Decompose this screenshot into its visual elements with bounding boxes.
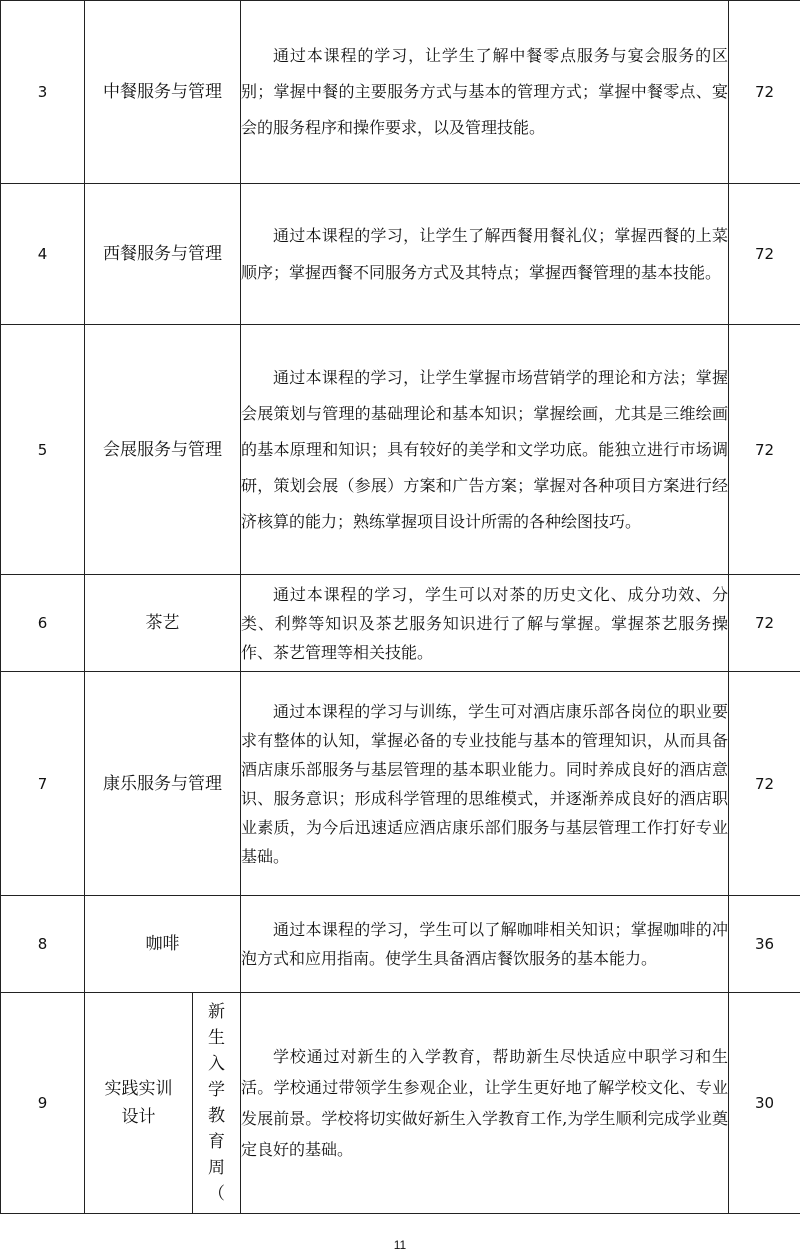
description-text: 通过本课程的学习，学生可以对茶的历史文化、成分功效、分类、利弊等知识及茶艺服务知识进行了解与掌握。掌握茶艺服务操作、茶艺管理等相关技能。 — [241, 584, 728, 662]
table-row — [1, 896, 800, 993]
row-number: 8 — [1, 896, 85, 993]
description-text: 通过本课程的学习，学生可以了解咖啡相关知识；掌握咖啡的冲泡方式和应用指南。使学生具备酒店餐饮服务的基本能力。 — [241, 920, 728, 968]
course-hours: 72 — [729, 184, 800, 325]
row-number: 4 — [1, 184, 85, 325]
course-name: 中餐服务与管理 — [85, 1, 241, 184]
table-row — [1, 672, 800, 896]
description-text: 学校通过对新生的入学教育，帮助新生尽快适应中职学习和生活。学校通过带领学生参观企业，让学生更好地了解学校文化、专业发展前景。学校将切实做好新生入学教育工作,为学生顺利完成学业奠定良好的基础。 — [241, 1047, 728, 1159]
description-text: 通过本课程的学习，让学生掌握市场营销学的理论和方法；掌握会展策划与管理的基础理论和基本知识；掌握绘画，尤其是三维绘画的基本原理和知识；具有较好的美学和文学功底。能独立进行市场调研，策划会展（参展）方案和广告方案；掌握对各种项目方案进行经济核算的能力；熟练掌握项目设计所需的各种绘图技巧。 — [241, 367, 728, 531]
sub-course-char: 育 — [208, 1132, 225, 1152]
sub-course-char: 学 — [208, 1080, 225, 1100]
row-number: 3 — [1, 1, 85, 184]
description-text: 通过本课程的学习，让学生了解西餐用餐礼仪；掌握西餐的上菜顺序；掌握西餐不同服务方式及其特点；掌握西餐管理的基本技能。 — [241, 226, 728, 282]
sub-course-char: 周 — [208, 1158, 225, 1178]
table-row — [1, 1, 800, 184]
course-hours: 72 — [729, 325, 800, 575]
category-line: 设计 — [121, 1107, 156, 1127]
course-hours: 30 — [729, 993, 800, 1214]
description-text: 通过本课程的学习，让学生了解中餐零点服务与宴会服务的区别；掌握中餐的主要服务方式与基本的管理方式；掌握中餐零点、宴会的服务程序和操作要求，以及管理技能。 — [241, 46, 728, 137]
table-row — [1, 325, 800, 575]
row-number: 7 — [1, 672, 85, 896]
course-name: 茶艺 — [85, 575, 241, 672]
row-number: 6 — [1, 575, 85, 672]
course-name: 会展服务与管理 — [85, 325, 241, 575]
row-number: 5 — [1, 325, 85, 575]
course-description — [241, 993, 729, 1214]
sub-course-char: 新 — [208, 1002, 225, 1022]
course-hours: 36 — [729, 896, 800, 993]
sub-course-char: 教 — [208, 1106, 225, 1126]
description-text: 通过本课程的学习与训练，学生可对酒店康乐部各岗位的职业要求有整体的认知，掌握必备的专业技能与基本的管理知识，从而具备酒店康乐部服务与基层管理的基本职业能力。同时养成良好的酒店意识、服务意识；形成科学管理的思维模式，并逐渐养成良好的酒店职业素质，为今后迅速适应酒店康乐部们服务与基层管理工作打好专业基础。 — [241, 701, 728, 866]
page-number: 11 — [393, 1238, 407, 1252]
row-number: 9 — [1, 993, 85, 1214]
course-category — [85, 993, 193, 1214]
course-hours: 72 — [729, 672, 800, 896]
course-hours: 72 — [729, 1, 800, 184]
course-name: 康乐服务与管理 — [85, 672, 241, 896]
table-row — [1, 575, 800, 672]
course-hours: 72 — [729, 575, 800, 672]
sub-course-char: （ — [208, 1184, 225, 1204]
course-description — [241, 672, 729, 896]
course-description — [241, 896, 729, 993]
course-name: 咖啡 — [85, 896, 241, 993]
sub-course-char: 入 — [208, 1054, 225, 1074]
course-description — [241, 575, 729, 672]
course-name: 西餐服务与管理 — [85, 184, 241, 325]
course-description — [241, 1, 729, 184]
table-row — [1, 184, 800, 325]
table-row — [1, 993, 800, 1214]
sub-course-vertical — [193, 993, 241, 1214]
course-description — [241, 325, 729, 575]
course-description — [241, 184, 729, 325]
sub-course-char: 生 — [208, 1028, 225, 1048]
category-line: 实践实训 — [104, 1079, 173, 1099]
